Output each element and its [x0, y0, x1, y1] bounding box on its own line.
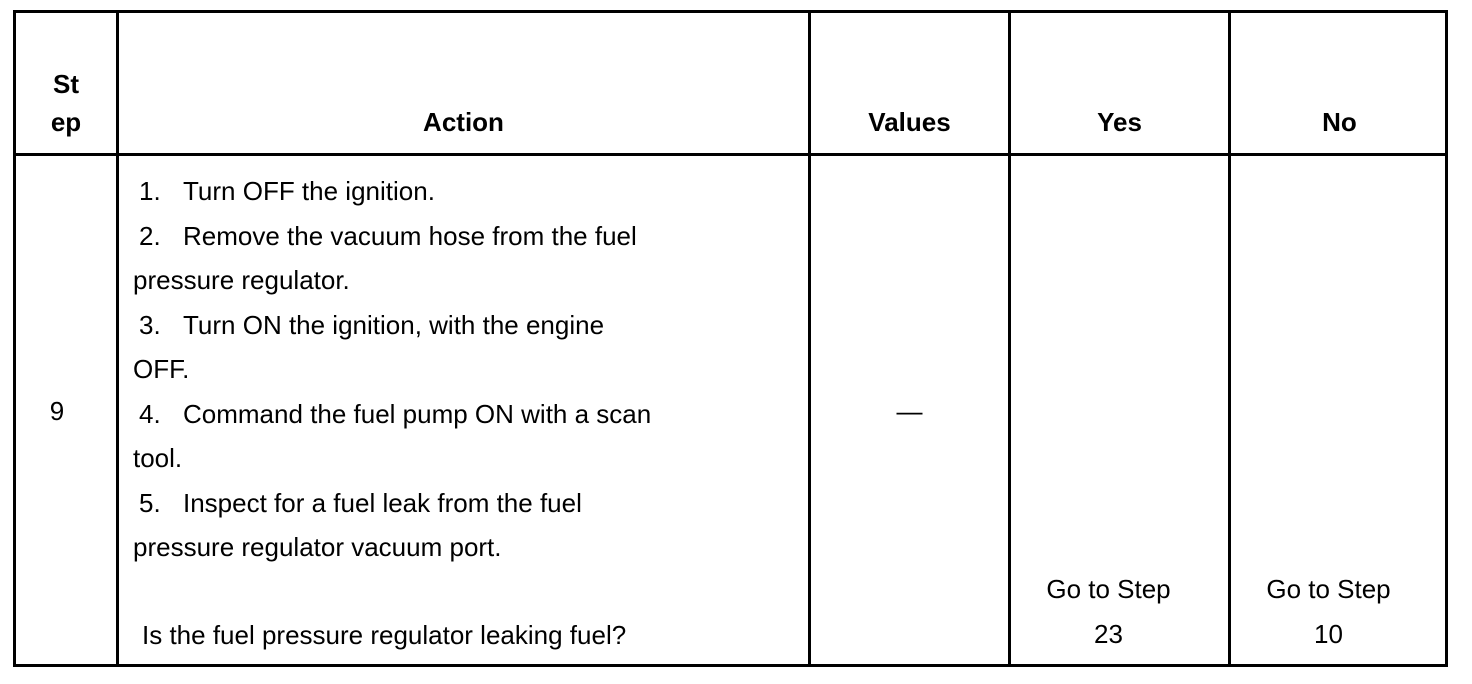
action-item-3-cont: OFF.	[133, 354, 190, 384]
action-item-2-cont: pressure regulator.	[133, 265, 350, 295]
action-question: Is the fuel pressure regulator leaking fuel?	[142, 620, 627, 650]
header-action: Action	[423, 107, 504, 137]
header-values: Values	[868, 107, 951, 137]
header-step-line1: St	[53, 69, 79, 99]
action-item-2: 2. Remove the vacuum hose from the fuel	[139, 220, 637, 251]
header-step	[16, 65, 116, 141]
values-cell: —	[896, 396, 923, 426]
header-divider	[16, 153, 1445, 156]
step-number: 9	[49, 396, 65, 426]
action-item-1: 1. Turn OFF the ignition.	[139, 176, 435, 206]
no-cell	[1231, 567, 1426, 656]
no-line-1: Go to Step	[1266, 574, 1391, 604]
header-no: No	[1322, 107, 1357, 137]
action-item-4-cont: tool.	[133, 443, 183, 473]
header-yes: Yes	[1097, 107, 1142, 137]
action-item-5: 5. Inspect for a fuel leak from the fuel	[139, 487, 582, 518]
yes-cell	[1011, 567, 1206, 656]
no-line-2: 10	[1314, 618, 1343, 649]
diagnostic-table	[13, 10, 1448, 667]
action-item-4: 4. Command the fuel pump ON with a scan	[139, 398, 652, 429]
action-item-3: 3. Turn ON the ignition, with the engine	[139, 309, 605, 340]
yes-line-1: Go to Step	[1046, 574, 1171, 604]
action-cell	[133, 169, 803, 570]
yes-line-2: 23	[1094, 618, 1123, 649]
action-item-5-cont: pressure regulator vacuum port.	[133, 532, 502, 562]
header-step-line2: ep	[50, 107, 82, 137]
